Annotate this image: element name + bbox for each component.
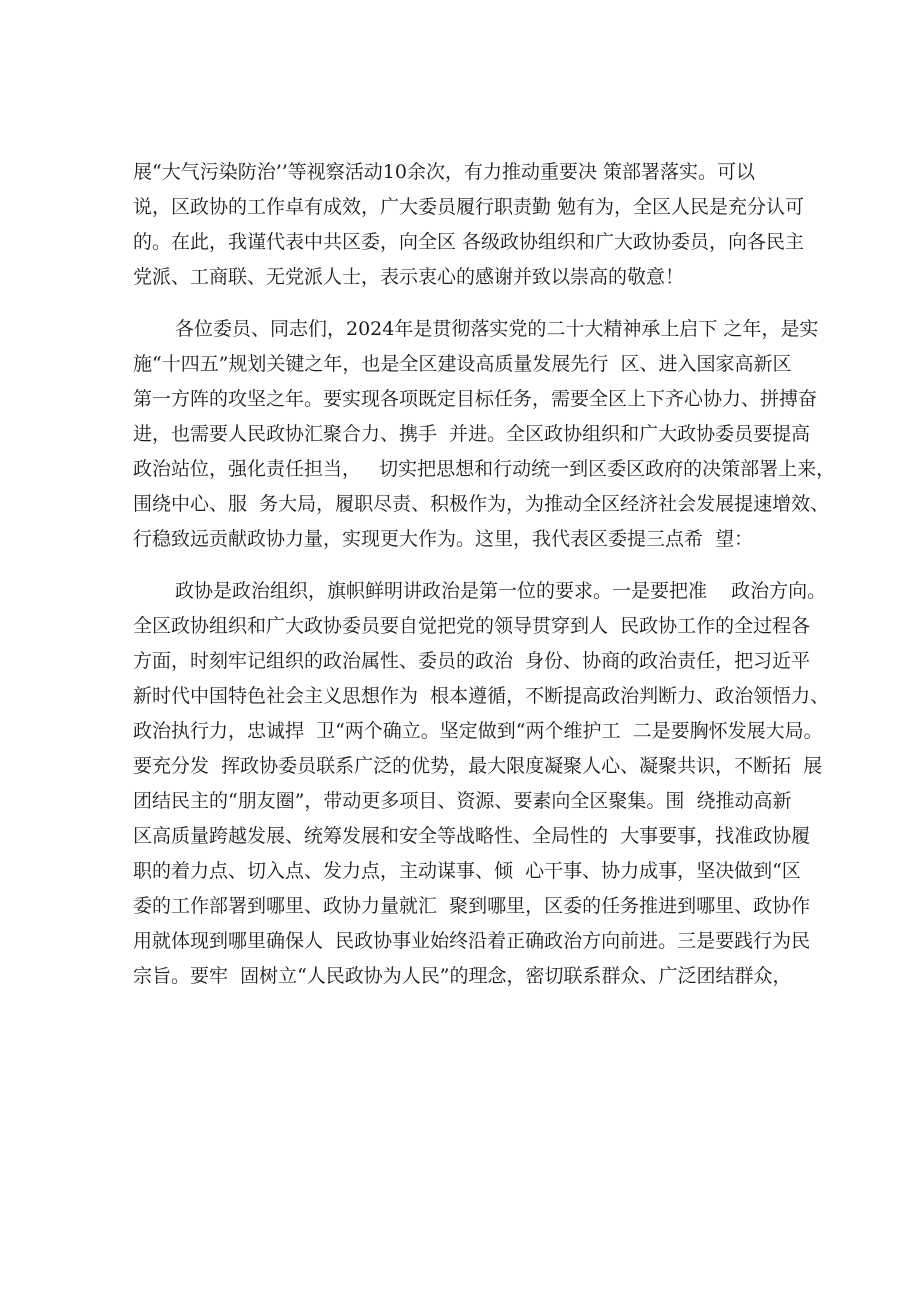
text-line: 第一方阵的攻坚之年。要实现各项既定目标任务，需要全区上下齐心协力、拼搏奋	[133, 388, 818, 410]
text-line: 要充分发 挥政协委员联系广泛的优势，最大限度凝聚人心、凝聚共识，不断拓 展	[133, 755, 823, 777]
paragraph-3	[133, 574, 830, 994]
text-line: 区高质量跨越发展、统筹发展和安全等战略性、全局性的 大事要事，找准政协履	[133, 825, 811, 847]
text-line: 政协是政治组织，旗帜鲜明讲政治是第一位的要求。一是要把准 政治方向。	[175, 580, 827, 602]
text-line: 政治站位，强化责任担当， 切实把思想和行动统一到区委区政府的决策部署上来，	[133, 458, 836, 480]
text-line: 宗旨。要牢 固树立“人民政协为人民”的理念，密切联系群众、广泛团结群众，	[133, 965, 792, 987]
text-line: 展“大气污染防治’’等视察活动10余次，有力推动重要决 策部署落实。可以	[133, 161, 756, 183]
text-line: 各位委员、同志们，2024年是贯彻落实党的二十大精神承上启下 之年，是实	[175, 318, 819, 340]
text-line: 说，区政协的工作卓有成效，广大委员履行职责勤 勉有为，全区人民是充分认可	[133, 196, 805, 218]
text-line: 围绕中心、服 务大局，履职尽责、积极作为，为推动全区经济社会发展提速增效、	[133, 493, 830, 515]
text-line: 用就体现到哪里确保人 民政协事业始终沿着正确政治方向前进。三是要践行为民	[133, 930, 811, 952]
text-line: 进，也需要人民政协汇聚合力、携手 并进。全区政协组织和广大政协委员要提高	[133, 423, 811, 445]
text-line: 方面，时刻牢记组织的政治属性、委员的政治 身份、协商的政治责任，把习近平	[133, 650, 811, 672]
text-line: 职的着力点、切入点、发力点，主动谋事、倾 心干事、协力成事，坚决做到“区	[133, 860, 801, 882]
document-body	[133, 155, 836, 1011]
paragraph-1	[133, 155, 803, 295]
text-line: 团结民主的“朋友圈”，带动更多项目、资源、要素向全区聚集。围 绕推动高新	[133, 790, 792, 812]
text-line: 委的工作部署到哪里、政协力量就汇 聚到哪里，区委的任务推进到哪里、政协作	[133, 895, 811, 917]
text-line: 新时代中国特色社会主义思想作为 根本遵循，不断提高政治判断力、政治领悟力、	[133, 685, 830, 707]
paragraph-2	[133, 312, 836, 557]
text-line: 党派、工商联、无党派人士，表示衷心的感谢并致以崇高的敬意！	[133, 266, 685, 288]
text-line: 施“十四五”规划关键之年，也是全区建设高质量发展先行 区、进入国家高新区	[133, 353, 792, 375]
text-line: 行稳致远贡献政协力量，实现更大作为。这里，我代表区委提三点希 望：	[133, 528, 754, 550]
text-line: 全区政协组织和广大政协委员要自觉把党的领导贯穿到人 民政协工作的全过程各	[133, 615, 811, 637]
text-line: 政治执行力，忠诚捍 卫“两个确立。坚定做到“两个维护工 二是要胸怀发展大局。	[133, 720, 823, 742]
text-line: 的。在此，我谨代表中共区委，向全区 各级政协组织和广大政协委员，向各民主	[133, 231, 805, 253]
